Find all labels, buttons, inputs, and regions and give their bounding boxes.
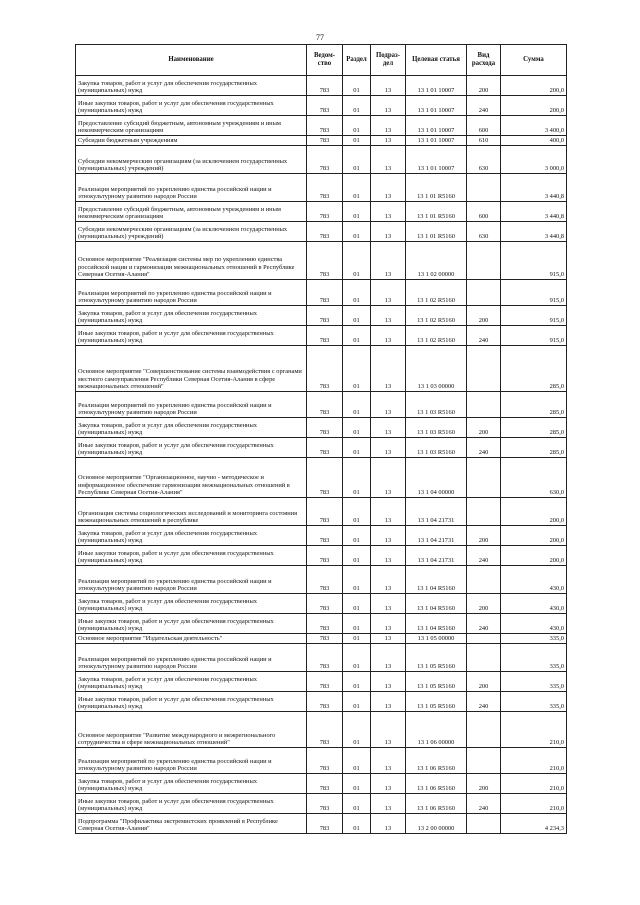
cell-podrazdel: 13 bbox=[371, 136, 406, 146]
table-row bbox=[76, 202, 567, 222]
cell-celevaya-statya: 13 1 05 R5160 bbox=[406, 692, 467, 712]
cell-name: Реализация мероприятий по укреплению единства российской нации и этнокультурному развитию народов России bbox=[76, 174, 307, 202]
table-row bbox=[76, 146, 567, 174]
cell-razdel: 01 bbox=[343, 76, 371, 96]
table-row bbox=[76, 136, 567, 146]
cell-vid-raskhoda: 630 bbox=[467, 222, 501, 242]
cell-vedomstvo: 783 bbox=[307, 644, 343, 672]
cell-summa: 400,0 bbox=[501, 136, 567, 146]
cell-vid-raskhoda bbox=[467, 242, 501, 280]
cell-razdel: 01 bbox=[343, 794, 371, 814]
cell-celevaya-statya: 13 1 02 R5160 bbox=[406, 326, 467, 346]
cell-summa: 3 440,8 bbox=[501, 222, 567, 242]
cell-podrazdel: 13 bbox=[371, 392, 406, 418]
cell-podrazdel: 13 bbox=[371, 280, 406, 306]
cell-vid-raskhoda: 200 bbox=[467, 76, 501, 96]
table-row bbox=[76, 526, 567, 546]
cell-vedomstvo: 783 bbox=[307, 136, 343, 146]
column-header-razdel: Раздел bbox=[343, 45, 371, 76]
cell-vedomstvo: 783 bbox=[307, 76, 343, 96]
table-row bbox=[76, 566, 567, 594]
cell-podrazdel: 13 bbox=[371, 306, 406, 326]
cell-summa: 630,0 bbox=[501, 458, 567, 498]
cell-razdel: 01 bbox=[343, 498, 371, 526]
cell-name: Основное мероприятие "Организационное, научно - методическое и информационное обеспечение гармонизации межнациональных отношений в Республике Северная Осетия-Алания" bbox=[76, 458, 307, 498]
cell-summa: 200,0 bbox=[501, 76, 567, 96]
cell-podrazdel: 13 bbox=[371, 202, 406, 222]
table-row bbox=[76, 794, 567, 814]
cell-celevaya-statya: 13 1 01 R5160 bbox=[406, 174, 467, 202]
cell-vid-raskhoda: 240 bbox=[467, 692, 501, 712]
cell-razdel: 01 bbox=[343, 814, 371, 834]
cell-name: Закупка товаров, работ и услуг для обеспечения государственных (муниципальных) нужд bbox=[76, 774, 307, 794]
cell-name: Иные закупки товаров, работ и услуг для обеспечения государственных (муниципальных) нужд bbox=[76, 326, 307, 346]
cell-name: Подпрограмма "Профилактика экстремистских проявлений в Республике Северная Осетия-Алания" bbox=[76, 814, 307, 834]
column-header-podrazdel: Подраз-дел bbox=[371, 45, 406, 76]
cell-razdel: 01 bbox=[343, 96, 371, 116]
cell-vid-raskhoda: 600 bbox=[467, 116, 501, 136]
cell-name: Организация системы социологических исследований и мониторинга состояния межнациональных отношений в республике bbox=[76, 498, 307, 526]
cell-podrazdel: 13 bbox=[371, 498, 406, 526]
cell-razdel: 01 bbox=[343, 326, 371, 346]
cell-vedomstvo: 783 bbox=[307, 774, 343, 794]
cell-name: Предоставление субсидий бюджетным, автономным учреждениям и иным некоммерческим организациям bbox=[76, 202, 307, 222]
cell-celevaya-statya: 13 1 01 10007 bbox=[406, 96, 467, 116]
cell-celevaya-statya: 13 1 03 00000 bbox=[406, 346, 467, 392]
cell-razdel: 01 bbox=[343, 174, 371, 202]
cell-celevaya-statya: 13 1 02 R5160 bbox=[406, 306, 467, 326]
cell-celevaya-statya: 13 1 02 00000 bbox=[406, 242, 467, 280]
table-row bbox=[76, 692, 567, 712]
cell-vedomstvo: 783 bbox=[307, 594, 343, 614]
cell-razdel: 01 bbox=[343, 392, 371, 418]
cell-razdel: 01 bbox=[343, 146, 371, 174]
cell-podrazdel: 13 bbox=[371, 794, 406, 814]
cell-vid-raskhoda bbox=[467, 566, 501, 594]
cell-summa: 335,0 bbox=[501, 644, 567, 672]
table-row bbox=[76, 418, 567, 438]
cell-razdel: 01 bbox=[343, 526, 371, 546]
cell-vid-raskhoda: 600 bbox=[467, 202, 501, 222]
cell-celevaya-statya: 13 1 01 R5160 bbox=[406, 202, 467, 222]
cell-vid-raskhoda bbox=[467, 346, 501, 392]
cell-razdel: 01 bbox=[343, 242, 371, 280]
cell-razdel: 01 bbox=[343, 418, 371, 438]
cell-vid-raskhoda: 240 bbox=[467, 614, 501, 634]
cell-vedomstvo: 783 bbox=[307, 146, 343, 174]
cell-podrazdel: 13 bbox=[371, 748, 406, 774]
table-row bbox=[76, 346, 567, 392]
table-row bbox=[76, 546, 567, 566]
cell-vid-raskhoda: 200 bbox=[467, 774, 501, 794]
cell-name: Реализация мероприятий по укреплению единства российской нации и этнокультурному развитию народов России bbox=[76, 280, 307, 306]
cell-podrazdel: 13 bbox=[371, 594, 406, 614]
cell-name: Основное мероприятие "Развитие международного и межрегионального сотрудничества в сфере межнациональных отношений" bbox=[76, 712, 307, 748]
cell-razdel: 01 bbox=[343, 748, 371, 774]
table-row bbox=[76, 634, 567, 644]
cell-summa: 4 234,3 bbox=[501, 814, 567, 834]
table-row bbox=[76, 242, 567, 280]
cell-summa: 210,0 bbox=[501, 712, 567, 748]
cell-name: Основное мероприятие "Издательская деятельность" bbox=[76, 634, 307, 644]
cell-vid-raskhoda: 200 bbox=[467, 672, 501, 692]
cell-name: Иные закупки товаров, работ и услуг для обеспечения государственных (муниципальных) нужд bbox=[76, 96, 307, 116]
cell-razdel: 01 bbox=[343, 614, 371, 634]
cell-celevaya-statya: 13 1 04 21731 bbox=[406, 526, 467, 546]
cell-razdel: 01 bbox=[343, 672, 371, 692]
cell-summa: 210,0 bbox=[501, 748, 567, 774]
cell-vedomstvo: 783 bbox=[307, 634, 343, 644]
table-row bbox=[76, 814, 567, 834]
cell-summa: 915,0 bbox=[501, 326, 567, 346]
cell-summa: 430,0 bbox=[501, 614, 567, 634]
cell-celevaya-statya: 13 1 05 R5160 bbox=[406, 644, 467, 672]
cell-name: Закупка товаров, работ и услуг для обеспечения государственных (муниципальных) нужд bbox=[76, 672, 307, 692]
cell-podrazdel: 13 bbox=[371, 346, 406, 392]
cell-podrazdel: 13 bbox=[371, 326, 406, 346]
table-row bbox=[76, 498, 567, 526]
cell-summa: 3 440,8 bbox=[501, 202, 567, 222]
cell-podrazdel: 13 bbox=[371, 692, 406, 712]
cell-razdel: 01 bbox=[343, 594, 371, 614]
cell-celevaya-statya: 13 1 01 R5160 bbox=[406, 222, 467, 242]
cell-podrazdel: 13 bbox=[371, 96, 406, 116]
cell-name: Иные закупки товаров, работ и услуг для обеспечения государственных (муниципальных) нужд bbox=[76, 614, 307, 634]
cell-celevaya-statya: 13 2 00 00000 bbox=[406, 814, 467, 834]
cell-vedomstvo: 783 bbox=[307, 346, 343, 392]
cell-vedomstvo: 783 bbox=[307, 458, 343, 498]
cell-vid-raskhoda bbox=[467, 392, 501, 418]
table-row bbox=[76, 96, 567, 116]
cell-podrazdel: 13 bbox=[371, 712, 406, 748]
cell-name: Предоставление субсидий бюджетным, автономным учреждениям и иным некоммерческим организациям bbox=[76, 116, 307, 136]
cell-podrazdel: 13 bbox=[371, 458, 406, 498]
budget-table bbox=[75, 44, 567, 834]
cell-razdel: 01 bbox=[343, 280, 371, 306]
cell-razdel: 01 bbox=[343, 306, 371, 326]
cell-vedomstvo: 783 bbox=[307, 814, 343, 834]
cell-summa: 200,0 bbox=[501, 498, 567, 526]
cell-podrazdel: 13 bbox=[371, 526, 406, 546]
cell-razdel: 01 bbox=[343, 116, 371, 136]
cell-vid-raskhoda bbox=[467, 498, 501, 526]
table-row bbox=[76, 326, 567, 346]
cell-vid-raskhoda bbox=[467, 634, 501, 644]
cell-summa: 200,0 bbox=[501, 526, 567, 546]
cell-vedomstvo: 783 bbox=[307, 566, 343, 594]
cell-razdel: 01 bbox=[343, 634, 371, 644]
cell-vid-raskhoda: 240 bbox=[467, 326, 501, 346]
cell-vedomstvo: 783 bbox=[307, 672, 343, 692]
cell-vid-raskhoda: 240 bbox=[467, 96, 501, 116]
cell-razdel: 01 bbox=[343, 438, 371, 458]
table-row bbox=[76, 594, 567, 614]
table-row bbox=[76, 392, 567, 418]
column-header-summa: Сумма bbox=[501, 45, 567, 76]
cell-podrazdel: 13 bbox=[371, 222, 406, 242]
cell-vid-raskhoda: 200 bbox=[467, 594, 501, 614]
table-row bbox=[76, 76, 567, 96]
cell-summa: 3 400,0 bbox=[501, 116, 567, 136]
cell-celevaya-statya: 13 1 06 R5160 bbox=[406, 774, 467, 794]
cell-vid-raskhoda: 200 bbox=[467, 526, 501, 546]
cell-name: Субсидии бюджетным учреждениям bbox=[76, 136, 307, 146]
cell-vedomstvo: 783 bbox=[307, 116, 343, 136]
cell-podrazdel: 13 bbox=[371, 614, 406, 634]
cell-vedomstvo: 783 bbox=[307, 174, 343, 202]
cell-razdel: 01 bbox=[343, 136, 371, 146]
table-row bbox=[76, 222, 567, 242]
cell-name: Закупка товаров, работ и услуг для обеспечения государственных (муниципальных) нужд bbox=[76, 306, 307, 326]
cell-podrazdel: 13 bbox=[371, 672, 406, 692]
cell-vid-raskhoda bbox=[467, 174, 501, 202]
cell-summa: 430,0 bbox=[501, 566, 567, 594]
cell-vedomstvo: 783 bbox=[307, 392, 343, 418]
cell-razdel: 01 bbox=[343, 644, 371, 672]
cell-vedomstvo: 783 bbox=[307, 692, 343, 712]
cell-vedomstvo: 783 bbox=[307, 280, 343, 306]
cell-celevaya-statya: 13 1 06 R5160 bbox=[406, 794, 467, 814]
cell-razdel: 01 bbox=[343, 222, 371, 242]
table-row bbox=[76, 644, 567, 672]
cell-summa: 335,0 bbox=[501, 634, 567, 644]
cell-celevaya-statya: 13 1 03 R5160 bbox=[406, 418, 467, 438]
cell-podrazdel: 13 bbox=[371, 644, 406, 672]
cell-vedomstvo: 783 bbox=[307, 222, 343, 242]
cell-podrazdel: 13 bbox=[371, 418, 406, 438]
cell-vedomstvo: 783 bbox=[307, 438, 343, 458]
table-row bbox=[76, 672, 567, 692]
cell-name: Закупка товаров, работ и услуг для обеспечения государственных (муниципальных) нужд bbox=[76, 76, 307, 96]
cell-celevaya-statya: 13 1 04 21731 bbox=[406, 498, 467, 526]
cell-summa: 3 440,8 bbox=[501, 174, 567, 202]
table-row bbox=[76, 458, 567, 498]
cell-podrazdel: 13 bbox=[371, 546, 406, 566]
cell-summa: 335,0 bbox=[501, 692, 567, 712]
cell-podrazdel: 13 bbox=[371, 438, 406, 458]
column-header-vid-raskhoda: Вид расхода bbox=[467, 45, 501, 76]
cell-podrazdel: 13 bbox=[371, 566, 406, 594]
cell-summa: 285,0 bbox=[501, 438, 567, 458]
cell-summa: 430,0 bbox=[501, 594, 567, 614]
cell-razdel: 01 bbox=[343, 692, 371, 712]
cell-razdel: 01 bbox=[343, 546, 371, 566]
cell-celevaya-statya: 13 1 01 10007 bbox=[406, 116, 467, 136]
cell-name: Закупка товаров, работ и услуг для обеспечения государственных (муниципальных) нужд bbox=[76, 526, 307, 546]
cell-vedomstvo: 783 bbox=[307, 712, 343, 748]
cell-name: Основное мероприятие "Реализация системы мер по укреплению единства российской нации и гармонизации межнациональных отношений в Республике Северная Осетия-Алания" bbox=[76, 242, 307, 280]
cell-razdel: 01 bbox=[343, 774, 371, 794]
cell-summa: 200,0 bbox=[501, 96, 567, 116]
cell-celevaya-statya: 13 1 05 R5160 bbox=[406, 672, 467, 692]
cell-podrazdel: 13 bbox=[371, 76, 406, 96]
cell-vedomstvo: 783 bbox=[307, 498, 343, 526]
cell-celevaya-statya: 13 1 06 R5160 bbox=[406, 748, 467, 774]
cell-razdel: 01 bbox=[343, 566, 371, 594]
cell-name: Реализация мероприятий по укреплению единства российской нации и этнокультурному развитию народов России bbox=[76, 644, 307, 672]
table-header bbox=[76, 45, 567, 76]
cell-name: Закупка товаров, работ и услуг для обеспечения государственных (муниципальных) нужд bbox=[76, 594, 307, 614]
cell-razdel: 01 bbox=[343, 712, 371, 748]
cell-vid-raskhoda: 240 bbox=[467, 438, 501, 458]
cell-summa: 285,0 bbox=[501, 418, 567, 438]
cell-summa: 335,0 bbox=[501, 672, 567, 692]
column-header-celevaya-statya: Целевая статья bbox=[406, 45, 467, 76]
cell-podrazdel: 13 bbox=[371, 774, 406, 794]
cell-celevaya-statya: 13 1 04 R5160 bbox=[406, 614, 467, 634]
table-row bbox=[76, 614, 567, 634]
table-row bbox=[76, 712, 567, 748]
cell-vid-raskhoda bbox=[467, 748, 501, 774]
table-row bbox=[76, 306, 567, 326]
table-row bbox=[76, 280, 567, 306]
cell-celevaya-statya: 13 1 02 R5160 bbox=[406, 280, 467, 306]
cell-vid-raskhoda bbox=[467, 814, 501, 834]
cell-celevaya-statya: 13 1 01 10007 bbox=[406, 146, 467, 174]
cell-name: Иные закупки товаров, работ и услуг для обеспечения государственных (муниципальных) нужд bbox=[76, 546, 307, 566]
cell-name: Закупка товаров, работ и услуг для обеспечения государственных (муниципальных) нужд bbox=[76, 418, 307, 438]
cell-summa: 200,0 bbox=[501, 546, 567, 566]
cell-name: Иные закупки товаров, работ и услуг для обеспечения государственных (муниципальных) нужд bbox=[76, 794, 307, 814]
cell-summa: 285,0 bbox=[501, 392, 567, 418]
cell-razdel: 01 bbox=[343, 202, 371, 222]
cell-summa: 915,0 bbox=[501, 280, 567, 306]
cell-vedomstvo: 783 bbox=[307, 748, 343, 774]
cell-vid-raskhoda bbox=[467, 644, 501, 672]
cell-celevaya-statya: 13 1 05 00000 bbox=[406, 634, 467, 644]
cell-vid-raskhoda: 240 bbox=[467, 794, 501, 814]
cell-vedomstvo: 783 bbox=[307, 306, 343, 326]
cell-celevaya-statya: 13 1 03 R5160 bbox=[406, 438, 467, 458]
cell-summa: 3 000,0 bbox=[501, 146, 567, 174]
cell-summa: 210,0 bbox=[501, 774, 567, 794]
cell-podrazdel: 13 bbox=[371, 116, 406, 136]
cell-podrazdel: 13 bbox=[371, 146, 406, 174]
cell-summa: 915,0 bbox=[501, 306, 567, 326]
cell-vedomstvo: 783 bbox=[307, 326, 343, 346]
cell-vid-raskhoda: 240 bbox=[467, 546, 501, 566]
cell-vid-raskhoda: 200 bbox=[467, 418, 501, 438]
cell-podrazdel: 13 bbox=[371, 242, 406, 280]
column-header-name: Наименование bbox=[76, 45, 307, 76]
cell-vid-raskhoda: 610 bbox=[467, 136, 501, 146]
cell-summa: 285,0 bbox=[501, 346, 567, 392]
cell-celevaya-statya: 13 1 04 21731 bbox=[406, 546, 467, 566]
cell-name: Субсидии некоммерческим организациям (за исключением государственных (муниципальных) учреждений) bbox=[76, 222, 307, 242]
cell-vedomstvo: 783 bbox=[307, 96, 343, 116]
cell-vedomstvo: 783 bbox=[307, 794, 343, 814]
cell-vid-raskhoda bbox=[467, 712, 501, 748]
cell-razdel: 01 bbox=[343, 458, 371, 498]
column-header-vedomstvo: Ведом-ство bbox=[307, 45, 343, 76]
table-row bbox=[76, 774, 567, 794]
table-row bbox=[76, 748, 567, 774]
cell-podrazdel: 13 bbox=[371, 174, 406, 202]
cell-vid-raskhoda: 630 bbox=[467, 146, 501, 174]
cell-name: Реализация мероприятий по укреплению единства российской нации и этнокультурному развитию народов России bbox=[76, 392, 307, 418]
cell-summa: 915,0 bbox=[501, 242, 567, 280]
cell-celevaya-statya: 13 1 03 R5160 bbox=[406, 392, 467, 418]
table-row bbox=[76, 174, 567, 202]
cell-podrazdel: 13 bbox=[371, 634, 406, 644]
cell-celevaya-statya: 13 1 06 00000 bbox=[406, 712, 467, 748]
cell-name: Субсидии некоммерческим организациям (за исключением государственных (муниципальных) учреждений) bbox=[76, 146, 307, 174]
cell-vedomstvo: 783 bbox=[307, 526, 343, 546]
cell-vedomstvo: 783 bbox=[307, 418, 343, 438]
cell-name: Реализация мероприятий по укреплению единства российской нации и этнокультурному развитию народов России bbox=[76, 748, 307, 774]
cell-celevaya-statya: 13 1 04 00000 bbox=[406, 458, 467, 498]
cell-celevaya-statya: 13 1 04 R5160 bbox=[406, 594, 467, 614]
table-body bbox=[76, 76, 567, 834]
cell-celevaya-statya: 13 1 04 R5160 bbox=[406, 566, 467, 594]
cell-vedomstvo: 783 bbox=[307, 202, 343, 222]
cell-celevaya-statya: 13 1 01 10007 bbox=[406, 136, 467, 146]
cell-name: Основное мероприятие "Совершенствование системы взаимодействия с органами местного самоуправления Республики Северная Осетия-Алания в сфере межнациональных отношений" bbox=[76, 346, 307, 392]
cell-summa: 210,0 bbox=[501, 794, 567, 814]
page-number: 77 bbox=[316, 33, 324, 42]
cell-vedomstvo: 783 bbox=[307, 546, 343, 566]
cell-name: Иные закупки товаров, работ и услуг для обеспечения государственных (муниципальных) нужд bbox=[76, 692, 307, 712]
cell-podrazdel: 13 bbox=[371, 814, 406, 834]
cell-vedomstvo: 783 bbox=[307, 614, 343, 634]
cell-razdel: 01 bbox=[343, 346, 371, 392]
cell-name: Иные закупки товаров, работ и услуг для обеспечения государственных (муниципальных) нужд bbox=[76, 438, 307, 458]
cell-vid-raskhoda bbox=[467, 280, 501, 306]
cell-name: Реализация мероприятий по укреплению единства российской нации и этнокультурному развитию народов России bbox=[76, 566, 307, 594]
cell-vid-raskhoda bbox=[467, 458, 501, 498]
table-row bbox=[76, 116, 567, 136]
cell-vid-raskhoda: 200 bbox=[467, 306, 501, 326]
cell-vedomstvo: 783 bbox=[307, 242, 343, 280]
table-row bbox=[76, 438, 567, 458]
cell-celevaya-statya: 13 1 01 10007 bbox=[406, 76, 467, 96]
